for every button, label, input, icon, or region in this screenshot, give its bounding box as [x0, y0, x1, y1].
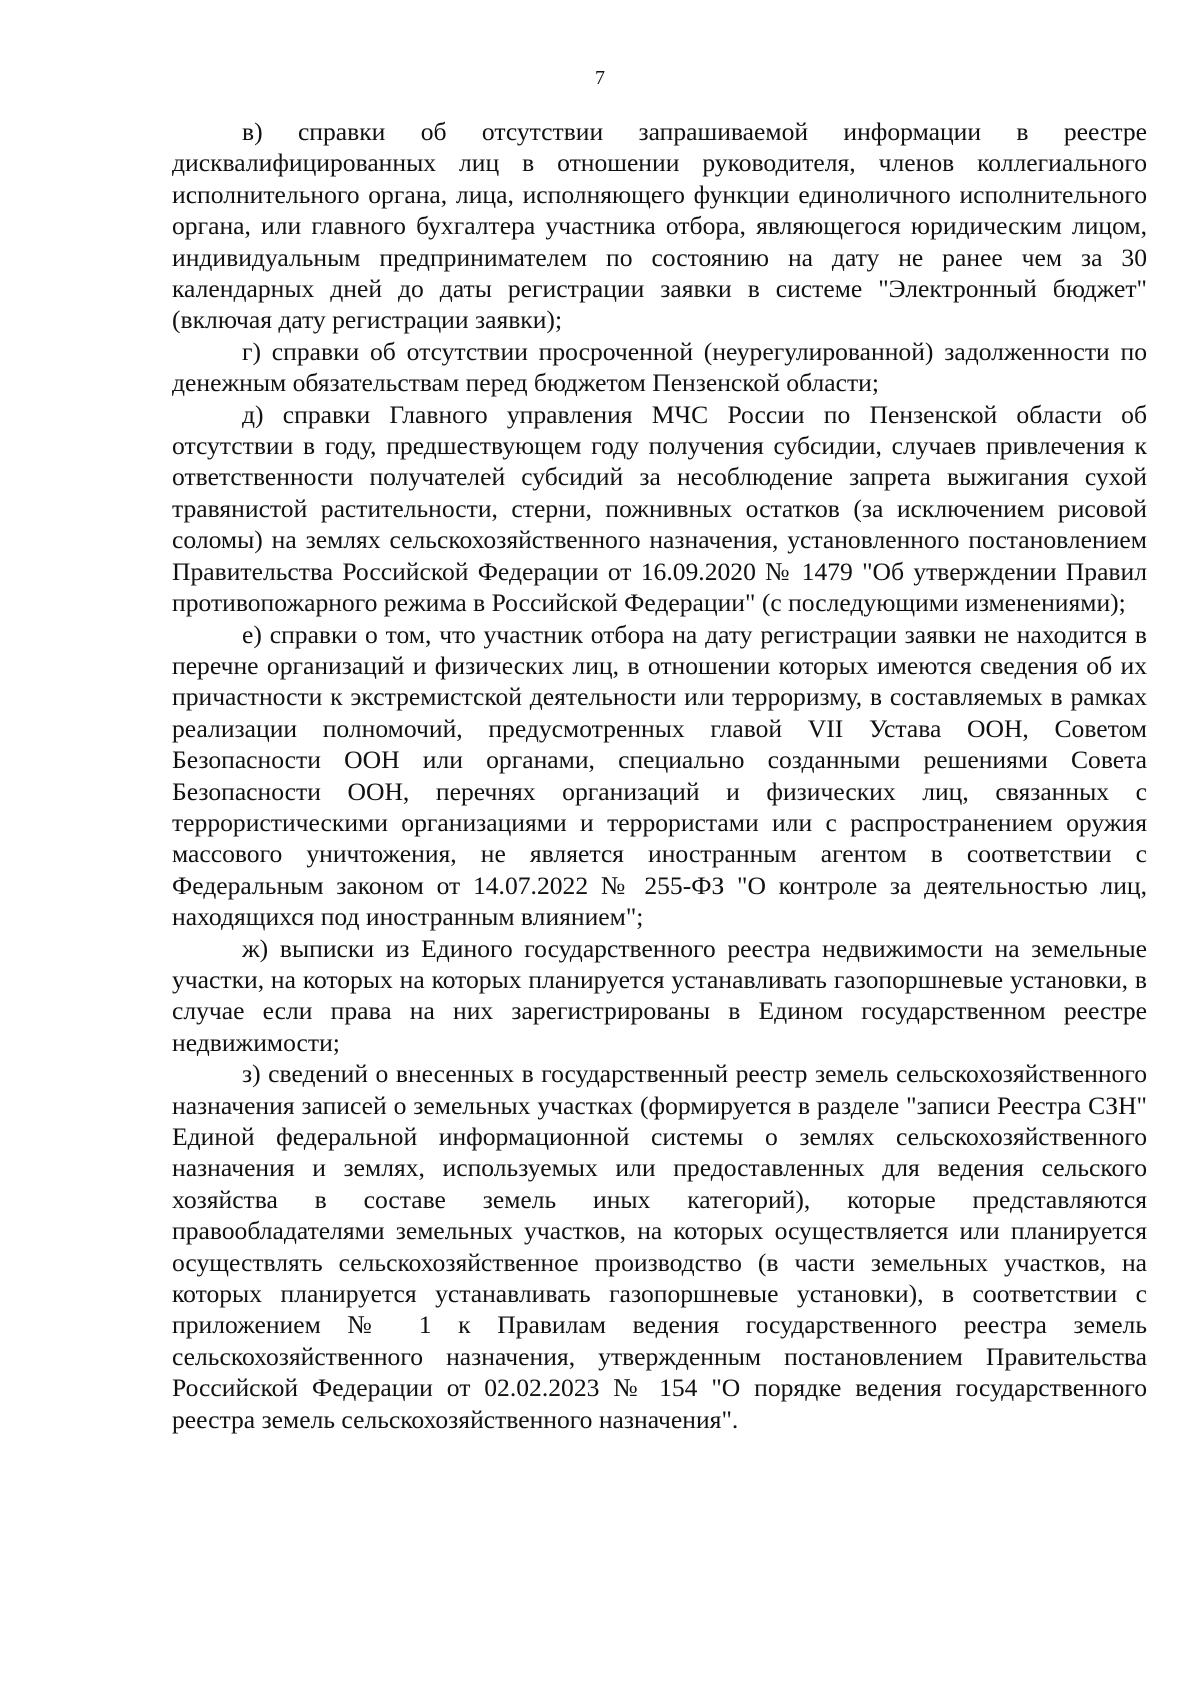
paragraph-z: з) сведений о внесенных в государственный реестр земель сельскохозяйственного назначения записей о земельных участках (формируется в разделе "записи Реестра СЗН" Единой федеральной информационной системы о землях сельскохозяйственного назначения и землях, используемых или предоставленных для ведения сельского хозяйства в составе земель иных категорий), которые представляются правообладателями земельных участков, на которых осуществляется или планируется осуществлять сельскохозяйственное производство (в части земельных участков, на которых планируется устанавливать газопоршневые установки), в соответствии с приложением № 1 к Правилам ведения государственного реестра земель сельскохозяйственного назначения, утвержденным постановлением Правительства Российской Федерации от 02.02.2023 № 154 "О порядке ведения государственного реестра земель сельскохозяйственного назначения".	[172, 1059, 1147, 1434]
paragraph-e: е) справки о том, что участник отбора на дату регистрации заявки не находится в перечне организаций и физических лиц, в отношении которых имеются сведения об их причастности к экстремистской деятельности или терроризму, в составляемых в рамках реализации полномочий, предусмотренных главой VII Устава ООН, Советом Безопасности ООН или органами, специально созданными решениями Совета Безопасности ООН, перечнях организаций и физических лиц, связанных с террористическими организациями и террористами или с распространением оружия массового уничтожения, не является иностранным агентом в соответствии с Федеральным законом от 14.07.2022 № 255-ФЗ "О контроле за деятельностью лиц, находящихся под иностранным влиянием";	[172, 619, 1147, 932]
paragraph-v: в) справки об отсутствии запрашиваемой информации в реестре дисквалифицированных лиц в отношении руководителя, членов коллегиального исполнительного органа, лица, исполняющего функции единоличного исполнительного органа, или главного бухгалтера участника отбора, являющегося юридическим лицом, индивидуальным предпринимателем по состоянию на дату не ранее чем за 30 календарных дней до даты регистрации заявки в системе "Электронный бюджет" (включая дату регистрации заявки);	[172, 117, 1147, 335]
page-number: 7	[595, 67, 605, 89]
paragraph-zh: ж) выписки из Единого государственного реестра недвижимости на земельные участки, на которых на которых планируется устанавливать газопоршневые установки, в случае если права на них зарегистрированы в Едином государственном реестре недвижимости;	[172, 933, 1147, 1057]
paragraph-d: д) справки Главного управления МЧС России по Пензенской области об отсутствии в году, предшествующем году получения субсидии, случаев привлечения к ответственности получателей субсидий за несоблюдение запрета выжигания сухой травянистой растительности, стерни, пожнивных остатков (за исключением рисовой соломы) на землях сельскохозяйственного назначения, установленного постановлением Правительства Российской Федерации от 16.09.2020 № 1479 "Об утверждении Правил противопожарного режима в Российской Федерации" (с последующими изменениями);	[172, 399, 1147, 618]
paragraph-g: г) справки об отсутствии просроченной (неурегулированной) задолженности по денежным обязательствам перед бюджетом Пензенской области;	[172, 336, 1147, 398]
document-body	[172, 116, 1147, 1435]
